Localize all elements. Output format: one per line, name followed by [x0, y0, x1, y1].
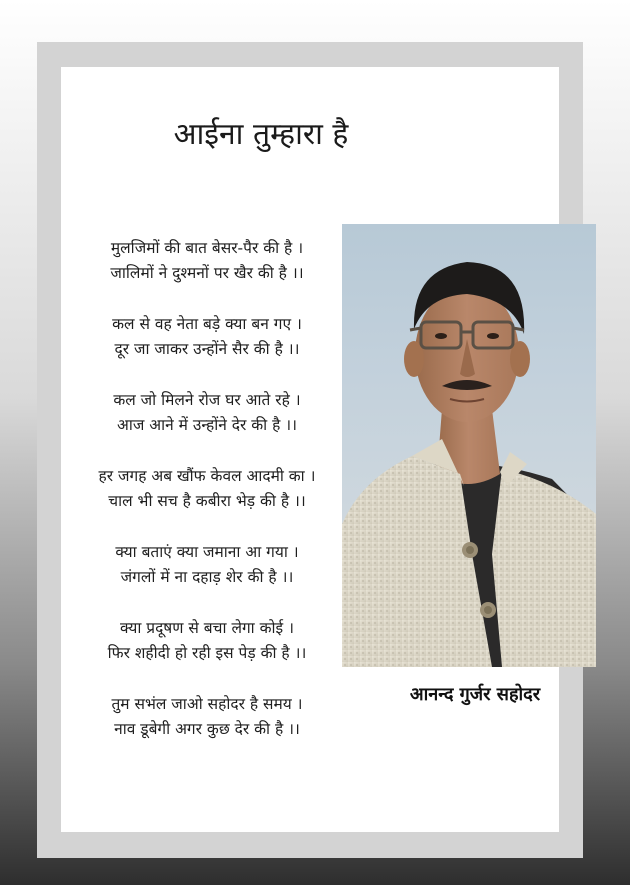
poem-line: क्या प्रदूषण से बचा लेगा कोई । — [120, 619, 294, 637]
poem-stanza — [72, 312, 342, 388]
poem-line: तुम सभंल जाओ सहोदर है समय । — [111, 695, 303, 713]
author-portrait-illustration — [342, 224, 596, 667]
poem-title: आईना तुम्हारा है — [173, 117, 349, 152]
poem-line: हर जगह अब खौंफ केवल आदमी का । — [98, 467, 316, 485]
poem-line: चाल भी सच है कबीरा भेड़ की है ।। — [108, 492, 306, 510]
poem-line: कल से वह नेता बड़े क्या बन गए । — [112, 315, 302, 333]
poem-stanza — [72, 464, 342, 540]
poem-stanza — [72, 692, 342, 768]
poem-stanza — [72, 616, 342, 692]
poem-stanza — [72, 388, 342, 464]
poem-stanza — [72, 540, 342, 616]
poem-line: जंगलों में ना दहाड़ शेर की है ।। — [120, 568, 294, 586]
poem-line: दूर जा जाकर उन्होंने सैर की है ।। — [114, 340, 300, 358]
poem-line: क्या बताएं क्या जमाना आ गया । — [115, 543, 299, 561]
poem-body — [72, 236, 342, 768]
author-photo — [342, 224, 596, 667]
poem-stanza — [72, 236, 342, 312]
author-name: आनन्द गुर्जर सहोदर — [409, 684, 541, 705]
poem-line: नाव डूबेगी अगर कुछ देर की है ।। — [114, 720, 300, 738]
poem-line: जालिमों ने दुश्मनों पर खैर की है ।। — [110, 264, 304, 282]
poem-line: आज आने में उन्होंने देर की है ।। — [117, 416, 297, 434]
poem-line: मुलजिमों की बात बेसर-पैर की है । — [110, 239, 304, 257]
poem-line: कल जो मिलने रोज घर आते रहे । — [113, 391, 301, 409]
poem-line: फिर शहीदी हो रही इस पेड़ की है ।। — [107, 644, 307, 662]
